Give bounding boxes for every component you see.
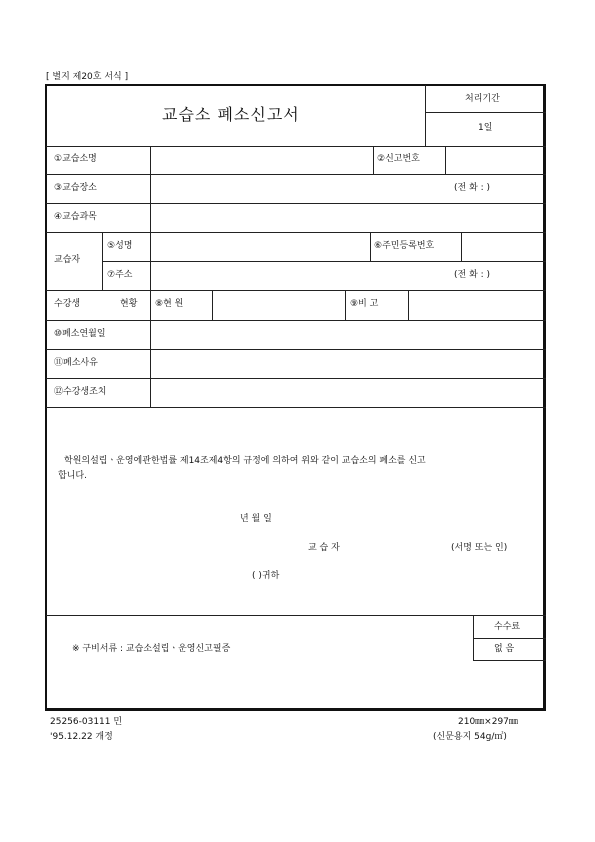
rule — [150, 146, 151, 407]
rule — [425, 85, 426, 146]
rule — [473, 615, 474, 660]
declaration-recipient: ( )귀하 — [252, 571, 280, 581]
rule — [46, 378, 546, 379]
form-frame — [45, 84, 546, 711]
rule — [46, 615, 546, 616]
label-current: ⑧현 원 — [155, 299, 184, 309]
processing-label: 처리기간 — [465, 94, 500, 104]
rule — [345, 290, 346, 320]
label-location: ③교습장소 — [54, 183, 97, 193]
declaration-date: 년 월 일 — [240, 514, 272, 524]
rule — [370, 232, 371, 261]
label-phone: (전 화 : ) — [454, 183, 491, 193]
label-name: ①교습소명 — [54, 154, 97, 164]
rule — [46, 174, 546, 175]
form-title: 교습소 폐소신고서 — [162, 105, 300, 124]
form-reference: [ 별지 제20호 서식 ] — [46, 72, 129, 82]
label-resident-no: ⑥주민등록번호 — [374, 241, 435, 251]
label-subject: ④교습과목 — [54, 212, 97, 222]
label-address: ⑦주소 — [107, 270, 133, 280]
rule — [408, 290, 409, 320]
label-remarks: ⑨비 고 — [350, 299, 379, 309]
label-teacher: 교습자 — [54, 255, 81, 265]
rule — [46, 146, 546, 147]
rule — [46, 232, 546, 233]
label-student-measures: ⑫수강생조치 — [54, 387, 107, 397]
footer-code: 25256-03111 민 — [50, 717, 123, 727]
label-students-status: 현황 — [120, 299, 138, 309]
rule — [102, 261, 546, 262]
rule — [102, 232, 103, 290]
processing-value: 1일 — [478, 123, 493, 133]
rule — [461, 232, 462, 261]
label-address-phone: (전 화 : ) — [454, 270, 491, 280]
rule — [445, 146, 446, 174]
rule — [46, 320, 546, 321]
rule — [473, 660, 546, 661]
rule — [212, 290, 213, 320]
footer-revised: '95.12.22 개정 — [50, 732, 113, 742]
label-students: 수강생 — [54, 299, 81, 309]
footer-paper: (신문용지 54g/㎡) — [433, 732, 507, 742]
declaration-signature: (서명 또는 인) — [451, 543, 508, 553]
rule — [46, 290, 546, 291]
label-report-no: ②신고번호 — [377, 154, 420, 164]
rule — [46, 203, 546, 204]
declaration-line2: 합니다. — [58, 471, 87, 481]
declaration-applicant: 교 습 자 — [308, 543, 340, 553]
rule — [425, 112, 546, 113]
rule — [46, 407, 546, 408]
fee-value: 없 음 — [494, 644, 515, 654]
declaration-line1: 학원의설립ㆍ운영에관한법률 제14조제4항의 규정에 의하여 위와 같이 교습소의 폐소를 신고 — [64, 456, 426, 466]
label-teacher-name: ⑤성명 — [107, 241, 133, 251]
fee-label: 수수료 — [494, 622, 521, 632]
label-closing-date: ⑩폐소연월일 — [54, 329, 106, 339]
footer-size: 210㎜×297㎜ — [458, 717, 518, 727]
rule — [473, 638, 546, 639]
required-docs-note: ※ 구비서류 : 교습소설립ㆍ운영신고필증 — [72, 644, 231, 654]
label-closing-reason: ⑪폐소사유 — [54, 358, 98, 368]
rule — [373, 146, 374, 174]
rule — [46, 349, 546, 350]
